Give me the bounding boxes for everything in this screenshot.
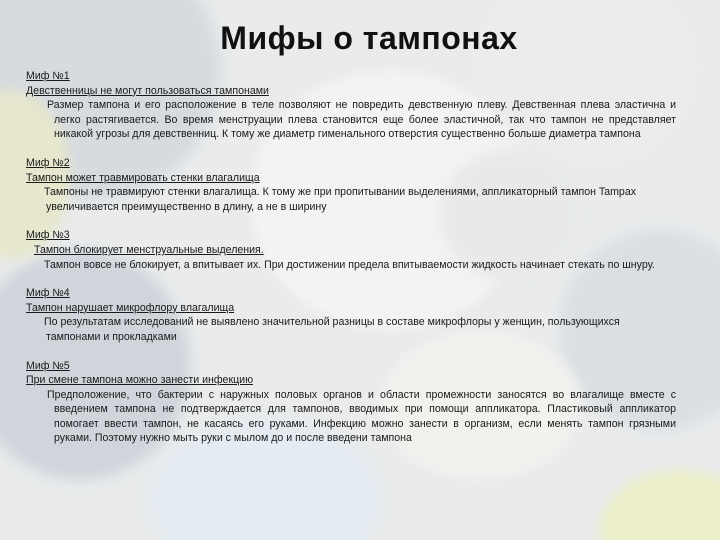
myth-explanation: По результатам исследований не выявлено значительной разницы в составе микрофлоры у женщин, пользующихся тампонами и прокладками [44, 316, 620, 343]
myth-explanation: Тампон вовсе не блокирует, а впитывает их. При достижении предела впитываемости жидкость начинает стекать по шнуру. [44, 258, 655, 271]
myth-item-3 [26, 228, 676, 272]
myth-item-4 [26, 286, 676, 344]
myth-explanation: Предположение, что бактерии с наружных половых органов и области промежности заносятся во влагалище вместе с введением тампона не подтверждается для тампонов, вводимых при помощи аппликатора. Пластиковый аппликатор помогает ввести тампон, не касаясь его руками. Инфекцию можно занести в организм, если менять тампон грязными руками. Поэтому нужно мыть руки с мылом до и после введени тампона [47, 388, 676, 445]
spacer [26, 214, 676, 228]
myth-claim: Тампон нарушает микрофлору влагалища [26, 301, 235, 314]
myth-claim: Тампон блокирует менструальные выделения. [34, 243, 264, 256]
myth-number: Миф №3 [26, 229, 70, 242]
spacer [26, 272, 676, 286]
myth-explanation: Тампоны не травмируют стенки влагалища. К тому же при пропитывании выделениями, аппликаторный тампон Tampax увеличивается преимущественно в длину, а не в ширину [44, 186, 637, 213]
slide-title: Мифы о тампонах [220, 20, 518, 56]
spacer [26, 142, 676, 156]
myth-number: Миф №2 [26, 156, 70, 169]
myths-list [26, 69, 676, 446]
myth-explanation: Размер тампона и его расположение в теле позволяют не повредить девственную плеву. Девственная плева эластична и легко растягивается. Во время менструации плева становится еще более эластичной, так что тампон не представляет никакой угрозы для девственниц. К тому же диаметр гименального отверстия существенно больше диаметра тампона [47, 99, 676, 141]
myth-claim: При смене тампона можно занести инфекцию [26, 374, 254, 387]
spacer [26, 345, 676, 359]
myth-number: Миф №1 [26, 70, 70, 82]
myth-claim: Тампон может травмировать стенки влагалища [26, 171, 260, 184]
myth-number: Миф №4 [26, 287, 70, 300]
myth-claim: Девственницы не могут пользоваться тампонами [26, 84, 269, 97]
myth-number: Миф №5 [26, 359, 70, 372]
myth-item-5 [26, 359, 676, 447]
myth-item-2 [26, 156, 676, 214]
myth-item-1 [26, 69, 676, 142]
